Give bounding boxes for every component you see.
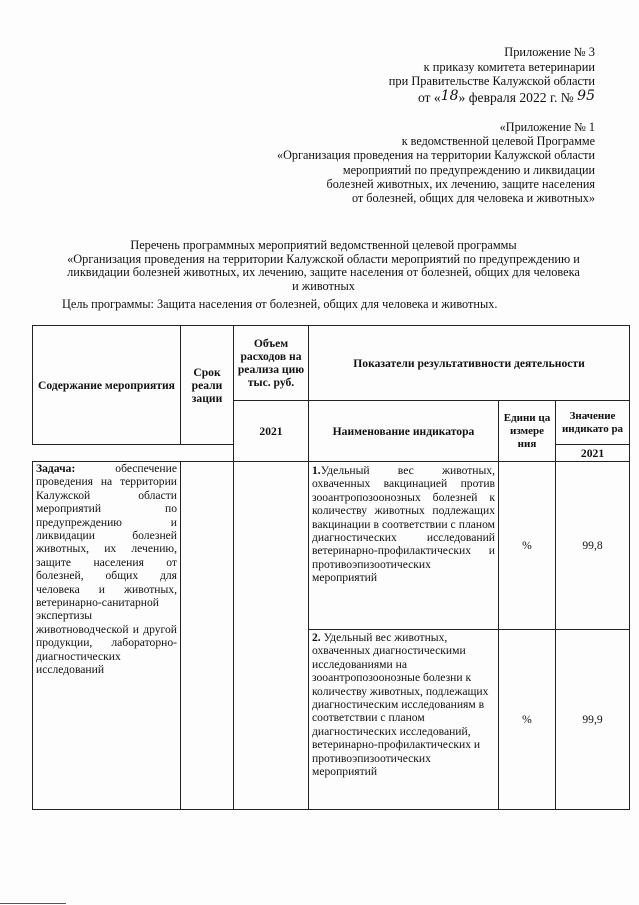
header-unit: Едини ца измере ния [499,401,556,462]
handwritten-number: 95 [577,87,595,104]
title-line: и животных [292,278,355,293]
appendix-3-header [389,45,595,107]
title-line: ликвидации болезней животных, их лечению, защите населения от болезней, общих для человека [67,265,580,280]
task-label: Задача: [36,462,76,475]
indicator-1-num: 1. [312,464,321,477]
indicator-2-num: 2. [312,631,321,644]
appendix-1-header [277,120,595,205]
header-year: 2021 [234,401,309,462]
handwritten-day: 18 [440,87,459,104]
appendix-3-line2: к приказу комитета ветеринарии [423,59,595,74]
document-title [44,239,603,293]
appendix-1-line: от болезней, общих для человека и животных» [351,191,595,206]
indicator-2-unit: % [499,630,556,810]
indicator-2-value: 99,9 [556,630,630,810]
appendix-1-line: к ведомственной целевой Программе [401,134,595,149]
program-goal: Цель программы: Защита населения от болезней, общих для человека и животных. [62,297,498,311]
header-spacer [33,445,234,462]
appendix-1-line: «Организация проведения на территории Калужской области [277,148,595,163]
indicator-1-text: 1.Удельный вес животных, охваченных вакцинацией против зооантропозоонозных болезней к количеству животных подлежащих вакцинации в соответствии с планом диагностических исследований ветеринарно-профилактических и противоэпизоотических мероприятий [309,462,499,630]
task-cell [33,462,181,810]
date-mid: » февраля 2022 г. № [458,89,574,105]
volume-cell [234,462,309,810]
header-volume: Объем расходов на реализа цию тыс. руб. [234,326,309,401]
appendix-1-line: мероприятий по предупреждению и ликвидации [342,162,595,177]
title-line: «Организация проведения на территории Калужской области мероприятий по предупреждению и [67,251,580,266]
appendix-3-date [389,89,595,107]
task-text: обеспечение проведения на территории Калужской области мероприятий по предупреждению и ликвидации болезней животных, их лечению, защите населения от болезней, общих для человека и животных, ветеринарно-санитарной экспертизы животноводческой и другой продукции, лабораторно-диагностических исследований [36,462,177,677]
indicator-2-text: 2. Удельный вес животных, охваченных диагностическими исследованиями на зооантропозоонозные болезни к количеству животных, подлежащих диагностическим исследованиям в соответствии с планом диагностических исследований, ветеринарно-профилактических и противоэпизоотических мероприятий [309,630,499,810]
appendix-3-line3: при Правительстве Калужской области [388,74,595,89]
footer-rule [0,903,66,904]
indicator-1-unit: % [499,462,556,630]
title-line: Перечень программных мероприятий ведомственной целевой программы [130,238,517,252]
appendix-1-line: болезней животных, их лечению, защите населения [326,176,595,191]
date-prefix: от « [417,89,441,105]
header-content: Содержание мероприятия [33,326,181,445]
header-value: Значение индикато ра [556,401,630,445]
indicator-1-value: 99,8 [556,462,630,630]
header-indicator-name: Наименование индикатора [309,401,499,462]
term-cell [181,462,234,810]
appendix-3-line1: Приложение № 3 [504,45,595,59]
appendix-1-line: «Приложение № 1 [499,120,595,134]
measures-table [32,325,630,810]
header-indicators: Показатели результативности деятельности [309,326,630,401]
header-term: Срок реали зации [181,326,234,445]
header-value-year: 2021 [556,445,630,462]
